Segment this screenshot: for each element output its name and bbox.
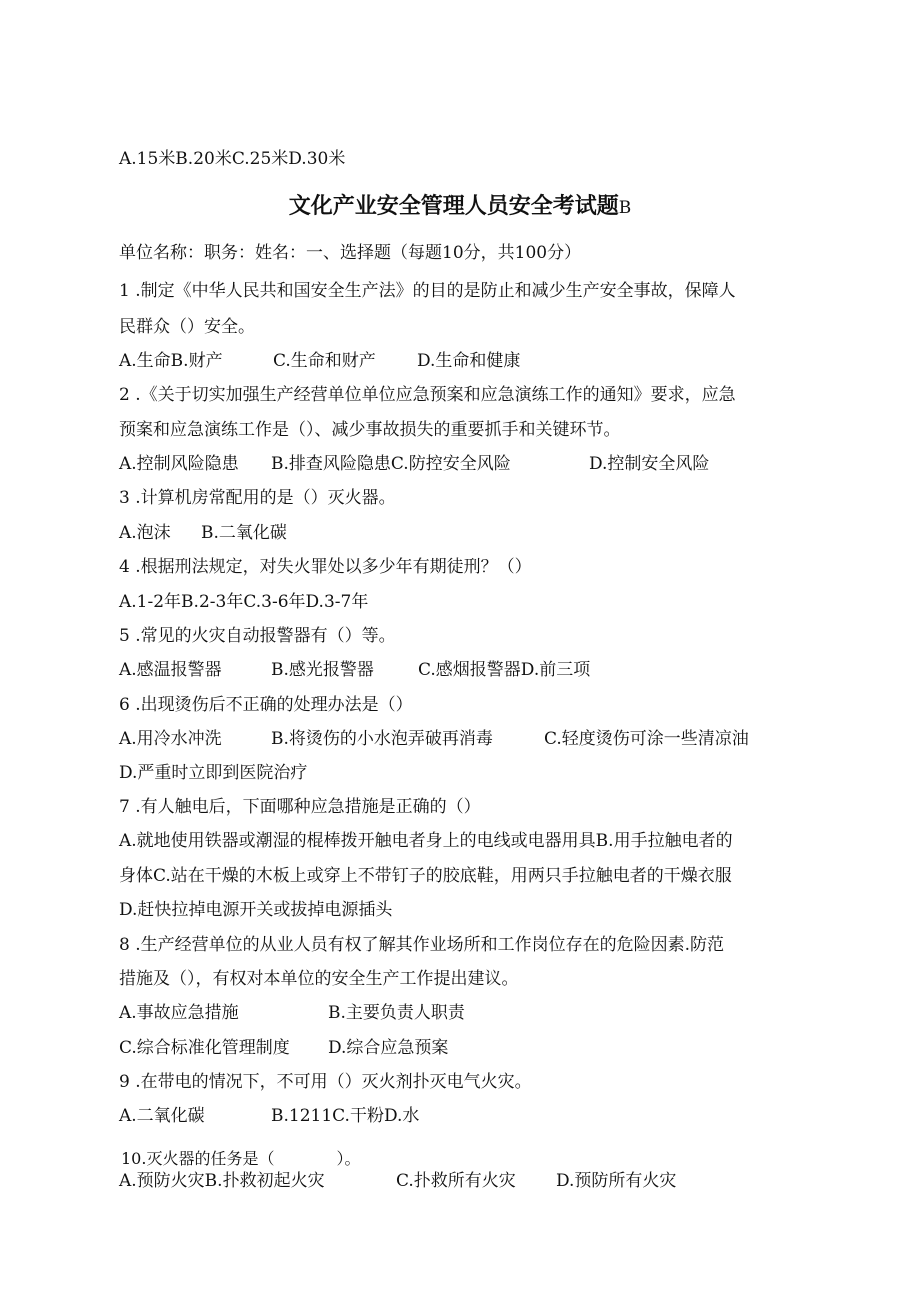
option: A.感温报警器 (119, 660, 222, 680)
question-10-stem: 10.灭火器的任务是（ (121, 1149, 275, 1168)
option: A.事故应急措施 (119, 1003, 239, 1023)
header-line: 单位名称：职务：姓名：一、选择题（每题10分，共100分） (119, 243, 582, 263)
top-options: A.15米B.20米C.25米D.30米 (119, 149, 346, 169)
question-6-options (119, 728, 749, 750)
option: C.轻度烫伤可涂一些清凉油 (544, 729, 749, 749)
question-10-stem-end: ）。 (336, 1149, 361, 1168)
title-suffix: B (618, 198, 632, 218)
option: A.用冷水冲洗 (119, 729, 222, 749)
question-7-text-cont: 身体C.站在干燥的木板上或穿上不带钉子的胶底鞋，用两只手拉触电者的干燥衣服 (119, 866, 732, 886)
option: D.严重时立即到医院治疗 (119, 763, 308, 783)
question-10-text (121, 1148, 360, 1170)
question-8-text-cont: 措施及（），有权对本单位的安全生产工作提出建议。 (119, 969, 519, 989)
option: A.二氧化碳 (119, 1106, 205, 1126)
option: B.感光报警器 (271, 660, 374, 680)
option: B.将烫伤的小水泡弄破再消毒 (271, 729, 493, 749)
option: C.生命和财产 (273, 351, 376, 371)
question-3-options (119, 522, 287, 544)
question-1-text: 1 .制定《中华人民共和国安全生产法》的目的是防止和减少生产安全事故，保障人 (119, 281, 736, 301)
option: B.1211C.干粉D.水 (271, 1106, 420, 1126)
option: B.二氧化碳 (201, 523, 287, 543)
question-7-text-cont: A.就地使用铁器或潮湿的棍棒拨开触电者身上的电线或电器用具B.用手拉触电者的 (119, 831, 733, 851)
question-8-text: 8 .生产经营单位的从业人员有权了解其作业场所和工作岗位存在的危险因素.防范 (119, 935, 725, 955)
option: A.控制风险隐患 (119, 454, 239, 474)
option: D.预防所有火灾 (556, 1171, 677, 1191)
question-6-options-cont (119, 762, 307, 784)
option: B.主要负责人职责 (328, 1003, 465, 1023)
title-text: 文化产业安全管理人员安全考试题 (288, 194, 619, 219)
question-2-text-cont: 预案和应急演练工作是（）、减少事故损失的重要抓手和关键环节。 (119, 420, 621, 440)
question-5-text: 5 .常见的火灾自动报警器有（）等。 (119, 626, 396, 646)
question-8-options (119, 1002, 465, 1024)
question-9-options (119, 1105, 419, 1127)
option: A.生命B.财产 (119, 351, 223, 371)
option: D.综合应急预案 (328, 1038, 449, 1058)
question-6-text: 6 .出现烫伤后不正确的处理办法是（） (119, 695, 413, 715)
question-7-text-cont: D.赶快拉掉电源开关或拔掉电源插头 (119, 900, 393, 920)
question-8-options-cont (119, 1037, 448, 1059)
question-3-text: 3 .计算机房常配用的是（）灭火器。 (119, 488, 396, 508)
question-5-options (119, 659, 590, 681)
option: A.1-2年B.2-3年C.3-6年D.3-7年 (119, 592, 369, 612)
question-4-text: 4 .根据刑法规定，对失火罪处以多少年有期徒刑？（） (119, 557, 532, 577)
question-2-text: 2 .《关于切实加强生产经营单位单位应急预案和应急演练工作的通知》要求，应急 (119, 385, 736, 405)
question-9-text: 9 .在带电的情况下，不可用（）灭火剂扑灭电气火灾。 (119, 1072, 532, 1092)
question-7-text: 7 .有人触电后，下面哪种应急措施是正确的（） (119, 797, 481, 817)
option: A.预防火灾B.扑救初起火灾 (119, 1171, 325, 1191)
option: C.感烟报警器D.前三项 (418, 660, 591, 680)
option: D.控制安全风险 (589, 454, 710, 474)
option: C.扑救所有火灾 (396, 1171, 516, 1191)
option: B.排查风险隐患C.防控安全风险 (271, 454, 511, 474)
question-4-options (119, 591, 368, 613)
page-title (0, 192, 920, 223)
option: D.生命和健康 (417, 351, 521, 371)
question-1-options (119, 350, 520, 372)
option: C.综合标准化管理制度 (119, 1038, 290, 1058)
option: A.泡沫 (119, 523, 171, 543)
question-1-text-cont: 民群众（）安全。 (119, 317, 255, 337)
question-2-options (119, 453, 709, 475)
question-10-options (119, 1170, 676, 1192)
